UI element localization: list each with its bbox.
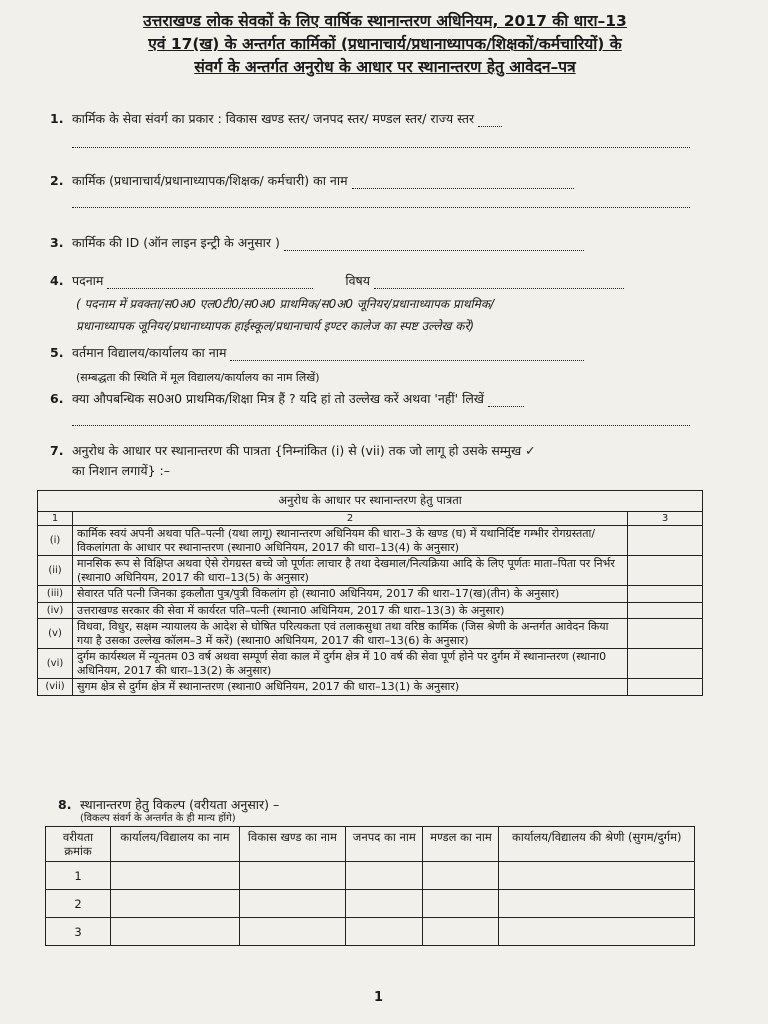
option-cell[interactable] [346, 890, 423, 918]
eligibility-row [38, 679, 703, 696]
options-header-row [46, 827, 695, 862]
header-category: कार्यालय/विद्यालय की श्रेणी (सुगम/दुर्गम) [499, 827, 695, 862]
row-text: मानसिक रूप से विक्षिप्त अथवा ऐसे रोगग्रस्त बच्चे जो पूर्णतः लाचार है तथा देखमाल/नित्यक्रिया आदि के लिए पूर्णतः माता–पिता पर निर्भर (स्थाना0 अधिनियम, 2017 की धारा–13(5) के अनुसार) [73, 556, 628, 586]
option-row [46, 862, 695, 890]
eligibility-row [38, 556, 703, 586]
question-5-note: (सम्बद्धता की स्थिति में मूल विद्यालय/कार्यालय का नाम लिखें) [76, 371, 320, 384]
row-id: (iv) [38, 602, 73, 619]
question-7-line-2: का निशान लगायें} :– [72, 463, 171, 478]
question-6-label: क्या औपबन्धिक स0अ0 प्राथमिक/शिक्षा मित्र हैं ? यदि हां तो उल्लेख करें अथवा 'नहीं' लिखें [72, 391, 485, 406]
column-number: 1 [38, 511, 73, 526]
option-cell[interactable] [499, 918, 695, 946]
designation-note-1: ( पदनाम में प्रवक्ता/स0अ0 एल0टी0/स0अ0 प्राथमिक/स0अ0 जूनियर/प्रधानाध्यापक प्राथमिक/ [76, 297, 495, 311]
option-row [46, 890, 695, 918]
option-serial: 3 [46, 918, 111, 946]
question-5 [50, 344, 584, 361]
question-3-label: कार्मिक की ID (ऑन लाइन इन्ट्री के अनुसार ) [72, 235, 280, 250]
column-number: 3 [628, 511, 703, 526]
row-id: (i) [38, 526, 73, 556]
row-text: सुगम क्षेत्र से दुर्गम क्षेत्र में स्थानान्तरण (स्थाना0 अधिनियम, 2017 की धारा–13(1) के अनुसार) [73, 679, 628, 696]
eligibility-row [38, 586, 703, 603]
option-row [46, 918, 695, 946]
answer-line-6[interactable] [72, 424, 690, 426]
tick-cell[interactable] [628, 649, 703, 679]
title-line-3: संवर्ग के अन्तर्गत अनुरोध के आधार पर स्थानान्तरण हेतु आवेदन–पत्र [194, 58, 576, 76]
question-1-label: कार्मिक के सेवा संवर्ग का प्रकार : विकास खण्ड स्तर/ जनपद स्तर/ मण्डल स्तर/ राज्य स्तर [72, 111, 475, 126]
tick-cell[interactable] [628, 526, 703, 556]
answer-line-1[interactable] [72, 146, 690, 148]
question-number: 1. [50, 111, 64, 126]
column-number: 2 [73, 511, 628, 526]
option-cell[interactable] [423, 890, 499, 918]
question-4 [50, 272, 624, 289]
tick-cell[interactable] [628, 679, 703, 696]
question-2-label: कार्मिक (प्रधानाचार्य/प्रधानाध्यापक/शिक्षक/ कर्मचारी) का नाम [72, 173, 348, 188]
tick-cell[interactable] [628, 556, 703, 586]
tick-cell[interactable] [628, 586, 703, 603]
option-cell[interactable] [239, 918, 345, 946]
question-5-label: वर्तमान विद्यालय/कार्यालय का नाम [72, 345, 227, 360]
row-id: (vii) [38, 679, 73, 696]
eligibility-table [37, 490, 703, 696]
question-1 [50, 110, 502, 127]
question-number: 5. [50, 345, 64, 360]
question-number: 6. [50, 391, 64, 406]
option-cell[interactable] [499, 862, 695, 890]
row-text: विधवा, विधुर, सक्षम न्यायालय के आदेश से घोषित परित्यकता एवं तलाकसुधा तथा वरिष्ठ कार्मिक (जिस श्रेणी के अन्तर्गत आवेदन किया गया है उसका उल्लेख कॉलम–3 में करें) (स्थाना0 अधिनियम, 2017 की धारा–13(6) के अनुसार) [73, 619, 628, 649]
designation-field[interactable] [107, 276, 313, 289]
question-2 [50, 172, 574, 189]
answer-field-2[interactable] [352, 176, 574, 189]
eligibility-row [38, 649, 703, 679]
question-8-note: (विकल्प संवर्ग के अन्तर्गत के ही मान्य होंगे) [80, 813, 236, 824]
option-cell[interactable] [239, 890, 345, 918]
current-school-field[interactable] [230, 348, 584, 361]
option-cell[interactable] [423, 918, 499, 946]
form-title [20, 10, 750, 79]
transfer-options-table [45, 826, 695, 946]
row-id: (v) [38, 619, 73, 649]
designation-label: पदनाम [72, 273, 104, 288]
eligibility-row [38, 526, 703, 556]
answer-line-2[interactable] [72, 206, 690, 208]
row-text: दुर्गम कार्यस्थल में न्यूनतम 03 वर्ष अथवा सम्पूर्ण सेवा काल में दुर्गम क्षेत्र में 10 वर्ष की सेवा पूर्ण होने पर दुर्गम में स्थानान्तरण (स्थाना0 अधिनियम, 2017 की धारा–13(2) के अनुसार) [73, 649, 628, 679]
eligibility-row [38, 602, 703, 619]
subject-label: विषय [345, 273, 371, 288]
title-line-1: उत्तराखण्ड लोक सेवकों के लिए वार्षिक स्थानान्तरण अधिनियम, 2017 की धारा–13 [143, 12, 627, 30]
header-preference-number: वरीयता क्रमांक [46, 827, 111, 862]
question-number: 4. [50, 273, 64, 288]
question-number: 7. [50, 443, 64, 458]
row-text: उत्तराखण्ड सरकार की सेवा में कार्यरत पति–पत्नी (स्थाना0 अधिनियम, 2017 की धारा–13(3) के अनुसार) [73, 602, 628, 619]
option-cell[interactable] [346, 862, 423, 890]
row-id: (iii) [38, 586, 73, 603]
question-7 [50, 442, 536, 459]
option-serial: 2 [46, 890, 111, 918]
answer-field-1[interactable] [478, 114, 502, 127]
row-text: कार्मिक स्वयं अपनी अथवा पति–पत्नी (यथा लागू) स्थानान्तरण अधिनियम की धारा–3 के खण्ड (घ) में यथानिर्दिष्ट गम्भीर रोगग्रस्तता/विकलांगता के आधार पर स्थानान्तरण (स्थाना0 अधिनियम, 2017 की धारा–13(4) के अनुसार) [73, 526, 628, 556]
eligibility-row [38, 619, 703, 649]
option-cell[interactable] [111, 918, 240, 946]
row-id: (ii) [38, 556, 73, 586]
question-6 [50, 390, 524, 407]
option-cell[interactable] [111, 890, 240, 918]
title-line-2: एवं 17(ख) के अन्तर्गत कार्मिकों (प्रधानाचार्य/प्रधानाध्यापक/शिक्षकों/कर्मचारियों) के [148, 35, 622, 53]
page-number: 1 [374, 990, 384, 1005]
option-cell[interactable] [346, 918, 423, 946]
row-text: सेवारत पति पत्नी जिनका इकलौता पुत्र/पुत्री विकलांग हो (स्थाना0 अधिनियम, 2017 की धारा–17(ख)(तीन) के अनुसार) [73, 586, 628, 603]
question-number: 2. [50, 173, 64, 188]
eligibility-table-heading: अनुरोध के आधार पर स्थानान्तरण हेतु पात्रता [38, 491, 703, 512]
option-cell[interactable] [499, 890, 695, 918]
option-cell[interactable] [111, 862, 240, 890]
question-number: 8. [58, 797, 72, 812]
option-cell[interactable] [239, 862, 345, 890]
question-number: 3. [50, 235, 64, 250]
header-division-name: मण्डल का नाम [423, 827, 499, 862]
tick-cell[interactable] [628, 602, 703, 619]
answer-field-6[interactable] [488, 394, 524, 407]
employee-id-field[interactable] [284, 238, 584, 251]
question-3 [50, 234, 584, 251]
row-id: (vi) [38, 649, 73, 679]
subject-field[interactable] [374, 276, 624, 289]
option-serial: 1 [46, 862, 111, 890]
question-8-label: स्थानान्तरण हेतु विकल्प (वरीयता अनुसार) – [80, 797, 280, 812]
tick-cell[interactable] [628, 619, 703, 649]
header-office-name: कार्यालय/विद्यालय का नाम [111, 827, 240, 862]
option-cell[interactable] [423, 862, 499, 890]
question-7-line-1: अनुरोध के आधार पर स्थानान्तरण की पात्रता {निम्नांकित (i) से (vii) तक जो लागू हो उसके सम्मुख ✓ [72, 443, 536, 458]
header-block-name: विकास खण्ड का नाम [239, 827, 345, 862]
designation-note-2: प्रधानाध्यापक जूनियर/प्रधानाध्यापक हाईस्कूल/प्रधानाचार्य इण्टर कालेज का स्पष्ट उल्लेख करें) [76, 319, 475, 333]
header-district-name: जनपद का नाम [346, 827, 423, 862]
